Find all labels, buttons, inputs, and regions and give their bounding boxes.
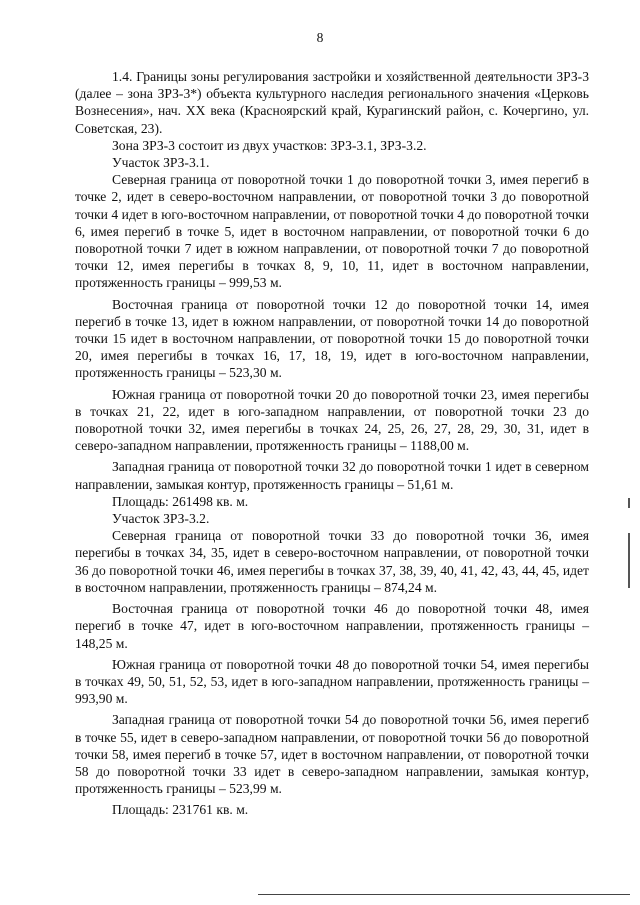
page-number: 8 [316, 30, 324, 45]
document-body [75, 68, 589, 819]
west-boundary-paragraph-plot-1: Западная граница от поворотной точки 32 до поворотной точки 1 идет в северном направлении, замыкая контур, протяженность границы – 51,61 м. [75, 459, 589, 492]
south-boundary-paragraph-plot-1: Южная граница от поворотной точки 20 до поворотной точки 23, имея перегибы в точках 21, 22, идет в юго-западном направлении, от поворотной точки 23 до поворотной точки 32, имея перегибы в точках 24, 25, 26, 27, 28, 29, 30, 31, идет в северо-западном направлении, протяженность границы – 1188,00 м. [75, 386, 589, 454]
zone-composition-paragraph: Зона ЗРЗ-3 состоит из двух участков: ЗРЗ-3.1, ЗРЗ-3.2. [112, 137, 427, 153]
scan-bottom-rule [258, 894, 630, 895]
section-heading-paragraph: 1.4. Границы зоны регулирования застройки и хозяйственной деятельности ЗРЗ-3 (далее – зона ЗРЗ-3*) объекта культурного наследия регионального значения «Церковь Вознесения», нач. XX века (Красноярский край, Курагинский район, с. Кочергино, ул. Советская, 23). [75, 69, 589, 136]
west-boundary-paragraph-plot-2: Западная граница от поворотной точки 54 до поворотной точки 56, имея перегиб в точке 55, идет в северо-западном направлении, от поворотной точки 56 до поворотной точки 58, имея перегиб в точке 57, идет в восточном направлении, от поворотной точки 58 до поворотной точки 33 идет в северо-западном направлении, замыкая контур, протяженность границы – 523,99 м. [75, 712, 589, 797]
scan-margin-mark [628, 533, 630, 588]
area-plot-2: Площадь: 231761 кв. м. [112, 802, 249, 818]
east-boundary-paragraph-plot-1: Восточная граница от поворотной точки 12 до поворотной точки 14, имея перегиб в точке 13, идет в южном направлении, от поворотной точки 14 до поворотной точки 15 идет в восточном направлении, от поворотной точки 15 до поворотной точки 20, имея перегибы в точках 16, 17, 18, 19, идет в юго-восточном направлении, протяженность границы – 523,30 м. [75, 296, 589, 381]
area-plot-1: Площадь: 261498 кв. м. [112, 493, 249, 509]
north-boundary-paragraph-plot-1: Северная граница от поворотной точки 1 до поворотной точки 3, имея перегиб в точке 2, идет в северо-восточном направлении, от поворотной точки 3 до поворотной точки 4 идет в юго-восточном направлении, от поворотной точки 4 до поворотной точки 6, имея перегиб в точке 5, идет в восточном направлении, от поворотной точки 6 до поворотной точки 7 идет в южном направлении, от поворотной точки 7 до поворотной точки 12, имея перегибы в точках 8, 9, 10, 11, идет в восточном направлении, протяженность границы – 999,53 м. [75, 172, 589, 291]
south-boundary-paragraph-plot-2: Южная граница от поворотной точки 48 до поворотной точки 54, имея перегибы в точках 49, 50, 51, 52, 53, идет в юго-западном направлении, протяженность границы – 993,90 м. [75, 656, 589, 707]
east-boundary-paragraph-plot-2: Восточная граница от поворотной точки 46 до поворотной точки 48, имея перегиб в точке 47, идет в юго-восточном направлении, протяженность границы – 148,25 м. [75, 601, 589, 651]
plot-heading-zrz-3-2: Участок ЗРЗ-3.2. [112, 511, 210, 527]
scan-margin-mark [628, 498, 630, 508]
north-boundary-paragraph-plot-2: Северная граница от поворотной точки 33 до поворотной точки 36, имея перегибы в точках 34, 35, идет в северо-восточном направлении, от поворотной точки 36 до поворотной точки 46, имея перегибы в точках 37, 38, 39, 40, 41, 42, 43, 44, 45, идет в восточном направлении, протяженность границы – 874,24 м. [75, 528, 589, 595]
plot-heading-zrz-3-1: Участок ЗРЗ-3.1. [112, 155, 210, 171]
